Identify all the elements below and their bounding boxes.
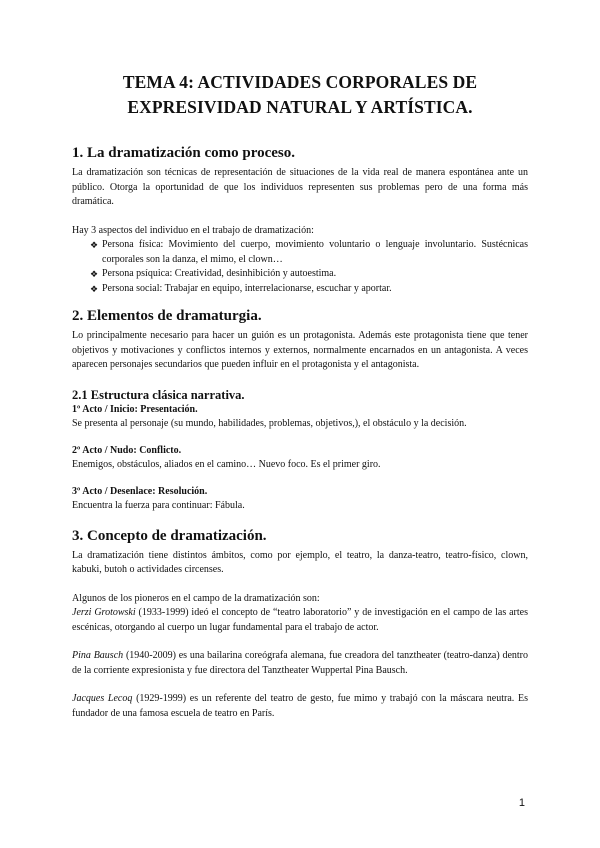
act-2-title: 2º Acto / Nudo: Conflicto. (72, 444, 182, 456)
act-3-title: 3º Acto / Desenlace: Resolución. (72, 485, 208, 497)
document-title (60, 70, 540, 120)
section-1-paragraph-1: La dramatización son técnicas de representación de situaciones de la vida real de manera espontánea ante un público. Otorga la oportunidad de que los individuos representen sus problemas pero de una forma más dramática. (72, 167, 528, 207)
document-body (72, 143, 528, 721)
section-2-1-heading: 2.1 Estructura clásica narrativa. (72, 387, 245, 402)
title-line-1: TEMA 4: ACTIVIDADES CORPORALES DE (122, 72, 478, 92)
section-2-paragraph-1: Lo principalmente necesario para hacer un guión es un protagonista. Además este protagonista tiene que tener objetivos y motivaciones y conflictos internos y externos, normalmente encarnados en un antagonista. A veces aparecen personajes secundarios que pueden influir en el protagonista y el antagonista. (72, 330, 528, 370)
act-2-text: Enemigos, obstáculos, aliados en el camino… Nuevo foco. Es el primer giro. (72, 459, 381, 470)
list-item: ❖ Persona psíquica: Creatividad, desinhibición y autoestima. (90, 267, 528, 282)
diamond-bullet-icon: ❖ (90, 240, 99, 250)
section-1-paragraph-2: Hay 3 aspectos del individuo en el trabajo de dramatización: (72, 224, 314, 236)
lecoq-paragraph: Jacques Lecoq (1929-1999) es un referente del teatro de gesto, fue mimo y trabajó con la máscara neutra. Es fundador de una famosa escuela de teatro en París. (72, 693, 528, 719)
section-3-heading: 3. Concepto de dramatización. (72, 527, 267, 544)
page-number: 1 (518, 797, 525, 809)
grotowski-name: Jerzi Grotowski (72, 607, 136, 618)
bausch-name: Pina Bausch (72, 650, 124, 661)
act-3-text: Encuentra la fuerza para continuar: Fábula. (72, 500, 245, 511)
lecoq-name: Jacques Lecoq (72, 693, 133, 704)
aspects-list (72, 238, 528, 296)
act-1-title: 1º Acto / Inicio: Presentación. (72, 403, 198, 415)
list-item: ❖ Persona social: Trabajar en equipo, interrelacionarse, escuchar y aportar. (90, 282, 528, 297)
grotowski-paragraph: Jerzi Grotowski (1933-1999) ideó el concepto de “teatro laboratorio” y de investigación en el campo de las artes escénicas, otorgando al cuerpo un lugar fundamental para el trabajo de actor. (72, 607, 528, 633)
list-item: ❖ Persona física: Movimiento del cuerpo, movimiento voluntario o lenguaje involuntario. Sustécnicas corporales son la danza, el mimo, el clown… (90, 239, 528, 265)
section-3-paragraph-2: Algunos de los pioneros en el campo de la dramatización son: (72, 592, 320, 604)
section-2-heading: 2. Elementos de dramaturgia. (72, 308, 262, 324)
section-1-heading: 1. La dramatización como proceso. (72, 145, 296, 161)
section-3-paragraph-1: La dramatización tiene distintos ámbitos, como por ejemplo, el teatro, la danza-teatro, teatro-físico, clown, kabuki, butoh o actividades circenses. (72, 549, 528, 575)
diamond-bullet-icon: ❖ (90, 269, 99, 279)
title-line-2: EXPRESIVIDAD NATURAL Y ARTÍSTICA. (127, 97, 473, 117)
act-1-text: Se presenta al personaje (su mundo, habilidades, problemas, objetivos,), el obstáculo y la decisión. (72, 418, 467, 429)
diamond-bullet-icon: ❖ (90, 283, 99, 294)
bausch-paragraph: Pina Bausch (1940-2009) es una bailarina coreógrafa alemana, fue creadora del tanztheater (teatro-danza) dentro de la corriente expresionista y fue directora del Tanztheater Wuppertal Pina Bausch. (72, 650, 528, 676)
